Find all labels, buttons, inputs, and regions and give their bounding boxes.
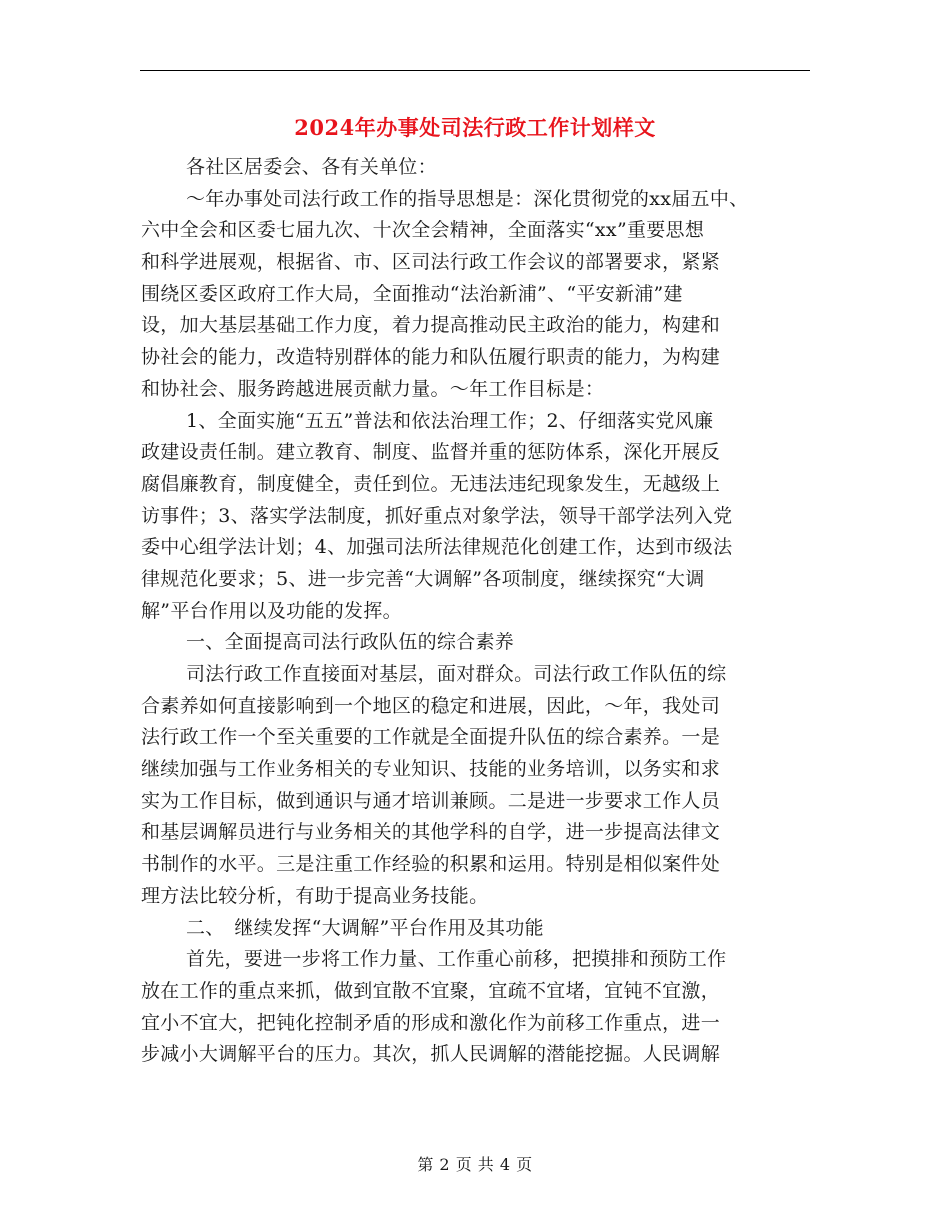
body-line: 书制作的水平。三是注重工作经验的积累和运用。特别是相似案件处 — [141, 853, 721, 876]
body-line: 协社会的能力，改造特别群体的能力和队伍履行职责的能力，为构建 — [141, 346, 721, 369]
document-body — [141, 152, 811, 1071]
body-line: 政建设责任制。建立教育、制度、监督并重的惩防体系，深化开展反 — [141, 441, 721, 464]
page-number-footer: 第 2 页 共 4 页 — [417, 1155, 533, 1174]
body-line: 司法行政工作直接面对基层，面对群众。司法行政工作队伍的综 — [186, 663, 727, 685]
body-line: 六中全会和区委七届九次、十次全会精神，全面落实“xx”重要思想 — [141, 219, 705, 242]
body-line: 法行政工作一个至关重要的工作就是全面提升队伍的综合素养。一是 — [141, 726, 721, 749]
body-line: 委中心组学法计划；4、加强司法所法律规范化创建工作，达到市级法 — [141, 536, 733, 559]
body-line: 和科学进展观，根据省、市、区司法行政工作会议的部署要求，紧紧 — [141, 251, 721, 274]
body-line: ～年办事处司法行政工作的指导思想是：深化贯彻党的xx届五中、 — [186, 187, 749, 210]
body-line: 设，加大基层基础工作力度，着力提高推动民主政治的能力，构建和 — [141, 314, 721, 337]
body-line: 继续加强与工作业务相关的专业知识、技能的业务培训，以务实和求 — [141, 758, 721, 781]
body-line: 合素养如何直接影响到一个地区的稳定和进展，因此，～年，我处司 — [141, 694, 721, 717]
salutation-line: 各社区居委会、各有关单位： — [186, 156, 437, 178]
body-line: 围绕区委区政府工作大局，全面推动“法治新浦”、“平安新浦”建 — [141, 282, 683, 305]
header-rule — [140, 70, 810, 71]
body-line: 理方法比较分析，有助于提高业务技能。 — [141, 884, 489, 907]
body-line: 和协社会、服务跨越进展贡献力量。～年工作目标是： — [141, 377, 605, 400]
body-line: 解”平台作用以及功能的发挥。 — [141, 599, 402, 622]
body-line: 实为工作目标，做到通识与通才培训兼顾。二是进一步要求工作人员 — [141, 789, 721, 812]
body-line: 宜小不宜大，把钝化控制矛盾的形成和激化作为前移工作重点，进一 — [141, 1011, 721, 1034]
body-line: 访事件；3、落实学法制度，抓好重点对象学法，领导干部学法列入党 — [141, 504, 733, 527]
body-line: 首先，要进一步将工作力量、工作重心前移，把摸排和预防工作 — [186, 948, 727, 971]
body-line: 放在工作的重点来抓，做到宜散不宜聚，宜疏不宜堵，宜钝不宜激， — [141, 979, 721, 1002]
section-heading: 二、 继续发挥“大调解”平台作用及其功能 — [186, 916, 544, 939]
body-line: 腐倡廉教育，制度健全，责任到位。无违法违纪现象发生，无越级上 — [141, 472, 721, 495]
document-title: 2024年办事处司法行政工作计划样文 — [294, 115, 656, 140]
body-line: 1、全面实施“五五”普法和依法治理工作；2、仔细落实党风廉 — [186, 409, 714, 432]
body-line: 律规范化要求；5、进一步完善“大调解”各项制度，继续探究“大调 — [141, 567, 705, 590]
body-line: 步减小大调解平台的压力。其次，抓人民调解的潜能挖掘。人民调解 — [141, 1043, 721, 1066]
section-heading: 一、全面提高司法行政队伍的综合素养 — [186, 631, 515, 654]
body-line: 和基层调解员进行与业务相关的其他学科的自学，进一步提高法律文 — [141, 821, 721, 844]
